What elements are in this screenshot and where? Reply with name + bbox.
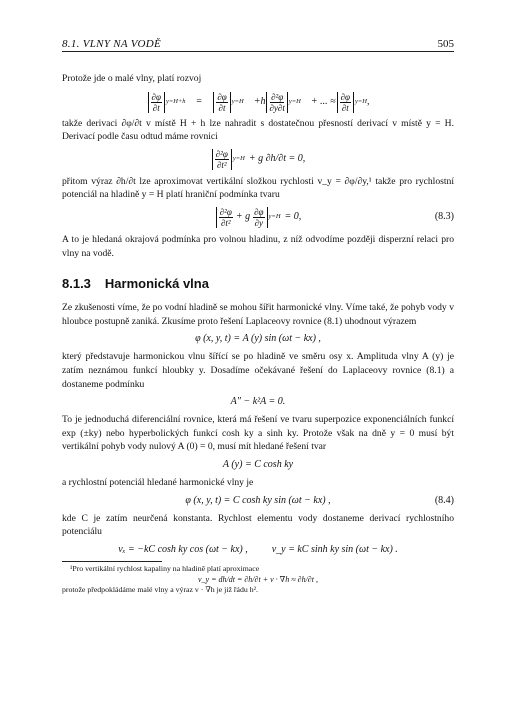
equation-amplitude-ode: A″ − k²A = 0. — [230, 396, 286, 408]
paragraph-9: kde C je zatím neurčená konstanta. Rychlost elementu vody dostaneme derivací rychlostního potenciálu — [62, 512, 454, 538]
footnote-equation: v_y = dh/dt = ∂h/∂t + v · ∇h ≈ ∂h/∂t , — [198, 575, 318, 585]
paragraph-8: a rychlostní potenciál hledané harmonické vlny je — [62, 476, 254, 488]
section-heading — [62, 276, 454, 291]
section-title: Harmonická vlna — [104, 276, 209, 292]
equation-number-8-3: (8.3) — [434, 211, 454, 223]
footnote-rule — [62, 561, 162, 562]
paragraph-6: který představuje harmonickou vlnu šířící se po hladině ve směru osy x. Amplituda vlny A (y) je zatím neznámou funkcí hloubky y. Dosadíme očekávané řešení do Laplaceovy rovnice (8.1) a dostaneme podmínku — [62, 351, 454, 390]
equation-amplitude-solution: A (y) = C cosh ky — [222, 458, 294, 470]
page-number: 505 — [437, 38, 454, 50]
page — [62, 38, 454, 596]
equation-8-4: φ (x, y, t) = C cosh ky sin (ωt − kx) , (8.4) — [185, 494, 454, 506]
equation-number-8-4: (8.4) — [434, 494, 454, 506]
paragraph-2: takže derivaci ∂φ/∂t v místě H + h lze nahradit s dostatečnou přesností derivací v místě y = H. Derivací podle času odtud máme rovnici — [62, 117, 454, 143]
equation-expansion: $\frac{\partial\varphi}{\partial t}$ y=H+h = $\frac{\partial\varphi}{\partial t}$ y=H +h $\frac{\text{∂²φ}}{\partial y\partial t}$ y=H + ... ≈ $\frac{\partial\varphi}{\partial t}$ y=H , — [62, 92, 454, 113]
equation-time-derivative: $\frac{\text{∂²φ}}{\text{∂t²}}$ y=H + g ∂h/∂t = 0, — [62, 149, 454, 170]
equation-8-3: $\frac{\text{∂²φ}}{\text{∂t²}}$ + g $\frac{\partial\varphi}{\partial y}$ y=H = 0, (8.3) — [62, 207, 454, 228]
paragraph-4: A to je hledaná okrajová podmínka pro volnou hladinu, z níž odvodíme později disperzní relaci pro vlny na vodě. — [62, 233, 454, 259]
paragraph-5: Ze zkušenosti víme, že po vodní hladině se mohou šířit harmonické vlny. Víme také, že pohyb vody v hloubce postupně zaniká. Zkusíme proto řešení Laplaceovy rovnice (8.1) uhodnout výrazem — [62, 302, 454, 327]
paragraph-3: přitom výraz ∂h/∂t lze aproximovat vertikální složkou rychlosti v_y = ∂φ/∂y,¹ takže pro rychlostní potenciál na hladině y = H platí hraniční podmínka tvaru — [62, 175, 454, 201]
footnote-line-1: ¹Pro vertikální rychlost kapaliny na hladině platí aproximace — [70, 563, 260, 573]
footnote-line-2: protože předpokládáme malé vlny a výraz v · ∇h je již řádu h². — [62, 585, 258, 595]
equation-ansatz: φ (x, y, t) = A (y) sin (ωt − kx) , — [195, 333, 321, 345]
chapter-title: 8.1. VLNY NA VODĚ — [62, 38, 161, 50]
running-header — [62, 38, 454, 52]
eq1-lhs-sub: y=H+h — [165, 98, 186, 106]
paragraph-7: To je jednoduchá diferenciální rovnice, která má řešení ve tvaru superpozice exponenciálních funkcí exp (±ky) nebo hyperbolických funkcí cosh ky a sinh ky. Protože však na dně y = 0 musí být vertikální pohyb vody nulový A (0) = 0, musí mít hledané řešení tvar — [62, 414, 454, 453]
section-number: 8.1.3 — [62, 276, 91, 292]
paragraph-1: Protože jde o malé vlny, platí rozvoj — [62, 73, 202, 84]
equation-velocity-components: vₓ = −kC cosh ky cos (ωt − kx) , v_y = kC sinh ky sin (ωt − kx) . — [118, 543, 398, 555]
